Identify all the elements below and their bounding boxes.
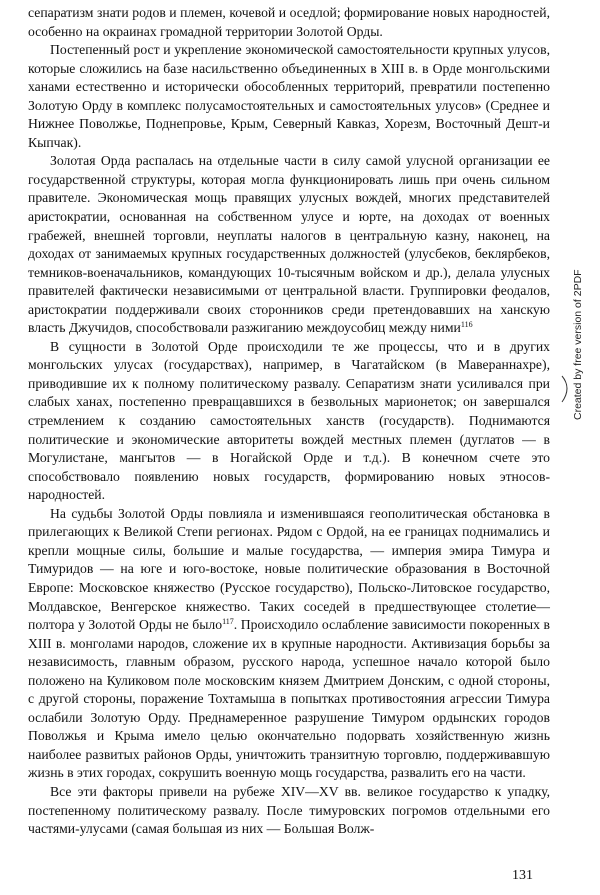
paragraph-4 xyxy=(28,338,550,505)
paragraph-2-text: Постепенный рост и укрепление экономической самостоятельности крупных улусов, которые сложились на базе насильственно объединенных в XIII в. в Орде монгольскими ханами естественно и исторически обособленных территорий, превратили постепенно Золотую Орду в комплекс полусамостоятельных и самостоятельных улусов» (Среднее и Нижнее Поволжье, Поднепровье, Крым, Северный Кавказ, Хорезм, Восточный Дешт-и Кыпчак). xyxy=(28,42,550,150)
footnote-ref-117[interactable]: 117 xyxy=(222,617,234,627)
paragraph-5-text-continued: . Происходило ослабление зависимости покоренных в XIII в. монголами народов, сложение их в крупные народности. Активизация борьбы за независимость, главным образом, русского народа, успешное начало которой было положено на Куликовом поле московским князем Дмитрием Донским, с одной стороны, с другой стороны, поражение Тохтамыша в попытках противостояния агрессии Тимура ослабили Золотую Орду. Преднамеренное разрушение Тимуром ордынских городов Поволжья и Крыма имело целью окончательно подорвать хозяйственную жизнь наиболее развитых районов Орды, уничтожить транзитную торговлю, поддерживавшую жизнь в этих городах, сокрушить военную мощь государства, развалить его на части. xyxy=(28,617,550,781)
paragraph-1-text: сепаратизм знати родов и племен, кочевой и оседлой; формирование новых народностей, особенно на окраинах громадной территории Золотой Орды. xyxy=(28,5,550,39)
paragraph-4-text: В сущности в Золотой Орде происходили те же процессы, что и в других монгольских улусах (государствах), например, в Чагатайском (в Мавераннахре), приводившие их к полному политическому развалу. Сепаратизм знати усиливался при слабых ханах, постепенно превращавшихся в безвольных марионеток; он завершался стремлением к созданию самостоятельных ханств (государств). Поднимаются политические и экономические авторитеты вождей местных племен (дуглатов — в Могулистане, мангытов — в Ногайской Орде и т.д.). В конечном счете это способствовало появлению новых государств, формированию новых этносов-народностей. xyxy=(28,338,550,503)
paragraph-3 xyxy=(28,152,550,337)
watermark-vertical-text: Created by free version of 2PDF xyxy=(572,269,584,420)
paragraph-5-text: На судьбы Золотой Орды повлияла и изменившаяся геополитическая обстановка в прилегающих к Великой Степи регионах. Рядом с Ордой, на ее границах поднимались и крепли мощные силы, большие и малые государства, — империя эмира Тимура и Тимуридов — на юге и юго-востоке, новые политические образования в Восточной Европе: Московское княжество (Русское государство), Польско-Литовское государство, Молдавское, Венгерское княжество. Таких соседей в предшествующее столетие—полтора у Золотой Орды не было xyxy=(28,505,550,633)
footnote-ref-116[interactable]: 116 xyxy=(460,320,473,330)
page-number: 131 xyxy=(512,868,533,883)
page-body-text xyxy=(28,4,550,839)
paragraph-3-text: Золотая Орда распалась на отдельные части в силу самой улусной организации ее государственной структуры, которая могла функционировать лишь при очень сильном правителе. Экономическая мощь правящих улусных вождей, многих представителей аристократии, основанная на собственном улусе и юрте, на доходах от военных грабежей, внешней торговли, неуплаты налогов в центральную казну, наконец, на доходах от занимаемых крупных государственных должностей (улусбеков, беклярбеков, темников-военачальников, командующих 10-тысячным войском и др.), делала улусных правителей фактически независимыми от центральной власти. Группировки феодалов, аристократии поддерживали своих сторонников среди претендовавших на ханскую власть Джучидов, способствовали разжиганию междоусобиц между ними xyxy=(28,153,550,336)
paragraph-2 xyxy=(28,41,550,152)
margin-bracket-mark xyxy=(560,374,574,404)
paragraph-6 xyxy=(28,783,550,839)
paragraph-6-text: Все эти факторы привели на рубеже XIV—XV вв. великое государство к упадку, постепенному политическому развалу. После тимуровских погромов отдельными его частями-улусами (самая большая из них — Большая Волж- xyxy=(28,783,550,837)
paragraph-1 xyxy=(28,4,550,41)
paragraph-5 xyxy=(28,505,550,783)
